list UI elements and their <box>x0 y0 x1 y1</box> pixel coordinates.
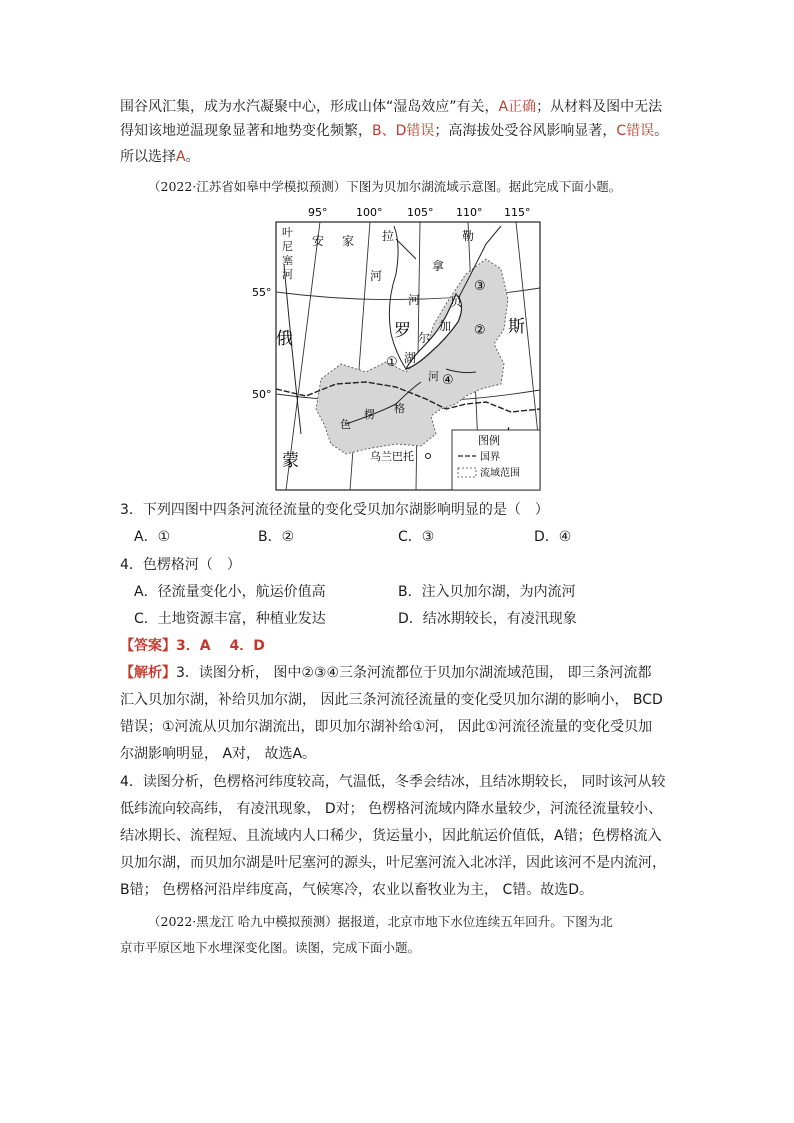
label-lena-3: 河 <box>408 293 421 307</box>
river-num-1: ① <box>386 355 398 370</box>
legend-basin: 流域范围 <box>480 468 520 479</box>
lon-label-115: 115° <box>504 206 531 219</box>
lat-label-50: 50° <box>252 388 272 401</box>
label-ulaanbaatar: 乌兰巴托 <box>370 450 414 463</box>
continuation-line-2: 得知该地逆温现象显著和地势变化频繁，B、D错误；高海拔处受谷风影响显著，C错误。 <box>120 123 669 139</box>
lon-label-100: 100° <box>356 206 383 219</box>
answer-label: 【答案】 <box>120 638 176 654</box>
label-selenga-2: 楞 <box>364 408 375 421</box>
label-yenisei-1: 叶 <box>282 226 293 239</box>
answer-text: 3．A 4．D <box>176 638 265 654</box>
label-mongolia-1: 蒙 <box>282 451 299 471</box>
answer-line <box>120 634 265 658</box>
continuation-line-1: 围谷风汇集，成为水汽凝聚中心，形成山体“湿岛效应”有关，A正确；从材料及图中无法 <box>120 99 663 115</box>
label-baikal-2: 加 <box>439 319 452 333</box>
lat-label-55: 55° <box>252 286 272 299</box>
baikal-basin-map <box>246 204 546 494</box>
label-selenga-3: 格 <box>394 402 405 415</box>
analysis-line-3: 错误；①河流从贝加尔湖流出，即贝加尔湖补给①河， 因此①河流径流量的变化受贝加 <box>120 719 653 735</box>
label-selenga-4: 河 <box>428 370 439 383</box>
label-yenisei-4: 河 <box>282 268 293 281</box>
river-num-2: ② <box>474 323 486 338</box>
q3-option-c[interactable]: C．③ <box>398 529 435 545</box>
analysis-line-1: 【解析】3．读图分析， 图中②③④三条河流都位于贝加尔湖流域范围， 即三条河流都 <box>120 665 652 681</box>
label-lena-2: 拿 <box>432 259 445 273</box>
lon-label-105: 105° <box>407 206 434 219</box>
q4-option-c[interactable]: C．土地资源丰富，种植业发达 <box>134 611 326 627</box>
q4-option-a[interactable]: A．径流量变化小，航运价值高 <box>134 584 326 600</box>
question-intro-2-line-1: （2022·黑龙江 哈九中模拟预测）据报道，北京市地下水位连续五年回升。下图为北 <box>148 914 613 929</box>
analysis-line-5: 4．读图分析，色楞格河纬度较高，气温低，冬季会结冰，且结冰期较长， 同时该河从较 <box>120 774 666 790</box>
analysis-label: 【解析】 <box>120 665 176 681</box>
label-angara-1: 安 <box>312 234 325 248</box>
question-4-stem: 4．色楞格河（ ） <box>120 557 241 573</box>
question-3-stem: 3．下列四图中四条河流径流量的变化受贝加尔湖影响明显的是（ ） <box>120 502 549 518</box>
river-num-3: ③ <box>474 279 486 294</box>
q4-option-d[interactable]: D．结冰期较长，有凌汛现象 <box>398 611 577 627</box>
river-num-4: ④ <box>442 373 454 388</box>
label-russia-1: 俄 <box>276 329 293 349</box>
label-baikal-4: 湖 <box>404 351 417 365</box>
question-intro-2-line-2: 京市平原区地下水埋深变化图。读图，完成下面小题。 <box>120 940 421 955</box>
q4-option-b[interactable]: B．注入贝加尔湖，为内流河 <box>398 584 576 600</box>
analysis-line-2: 汇入贝加尔湖，补给贝加尔湖， 因此三条河流径流量的变化受贝加尔湖的影响小， BCD <box>120 692 663 708</box>
q3-option-d[interactable]: D．④ <box>534 529 572 545</box>
label-russia-3: 斯 <box>508 317 525 337</box>
q3-option-b[interactable]: B．② <box>258 529 295 545</box>
analysis-line-6: 低纬流向较高纬， 有凌汛现象， D对； 色楞格河流域内降水量较少，河流径流量较小、 <box>120 801 663 817</box>
legend-title: 图例 <box>478 434 500 447</box>
label-yenisei-3: 塞 <box>282 254 293 267</box>
continuation-line-3: 所以选择A。 <box>120 149 200 165</box>
label-russia-2: 罗 <box>394 321 411 341</box>
lon-label-110: 110° <box>456 206 483 219</box>
analysis-line-7: 结冰期长、流程短、且流域内人口稀少，货运量小，因此航运价值低，A错；色楞格流入 <box>120 828 662 844</box>
analysis-line-4: 尔湖影响明显， A对， 故选A。 <box>120 746 317 762</box>
analysis-line-9: B错； 色楞格河沿岸纬度高，气候寒冷，农业以畜牧业为主， C错。故选D。 <box>120 882 594 898</box>
map-legend <box>452 430 540 490</box>
label-selenga-1: 色 <box>340 418 351 431</box>
label-angara-4: 河 <box>370 269 383 283</box>
label-lena-1: 勒 <box>462 229 475 243</box>
lon-label-95: 95° <box>308 206 328 219</box>
label-angara-2: 家 <box>342 234 355 248</box>
legend-border: 国界 <box>480 452 500 463</box>
q3-option-a[interactable]: A．① <box>134 529 171 545</box>
label-baikal-3: 尔 <box>418 331 431 345</box>
correct-a: A正确 <box>498 99 537 115</box>
label-baikal-1: 贝 <box>450 295 463 309</box>
label-yenisei-2: 尼 <box>282 240 293 253</box>
question-intro: （2022·江苏省如皋中学模拟预测）下图为贝加尔湖流域示意图。据此完成下面小题。 <box>148 179 622 194</box>
ulaanbaatar-marker <box>426 454 431 459</box>
analysis-line-8: 贝加尔湖，而贝加尔湖是叶尼塞河的源头，叶尼塞河流入北冰洋，因此该河不是内流河， <box>120 855 666 871</box>
label-angara-3: 拉 <box>382 229 395 243</box>
